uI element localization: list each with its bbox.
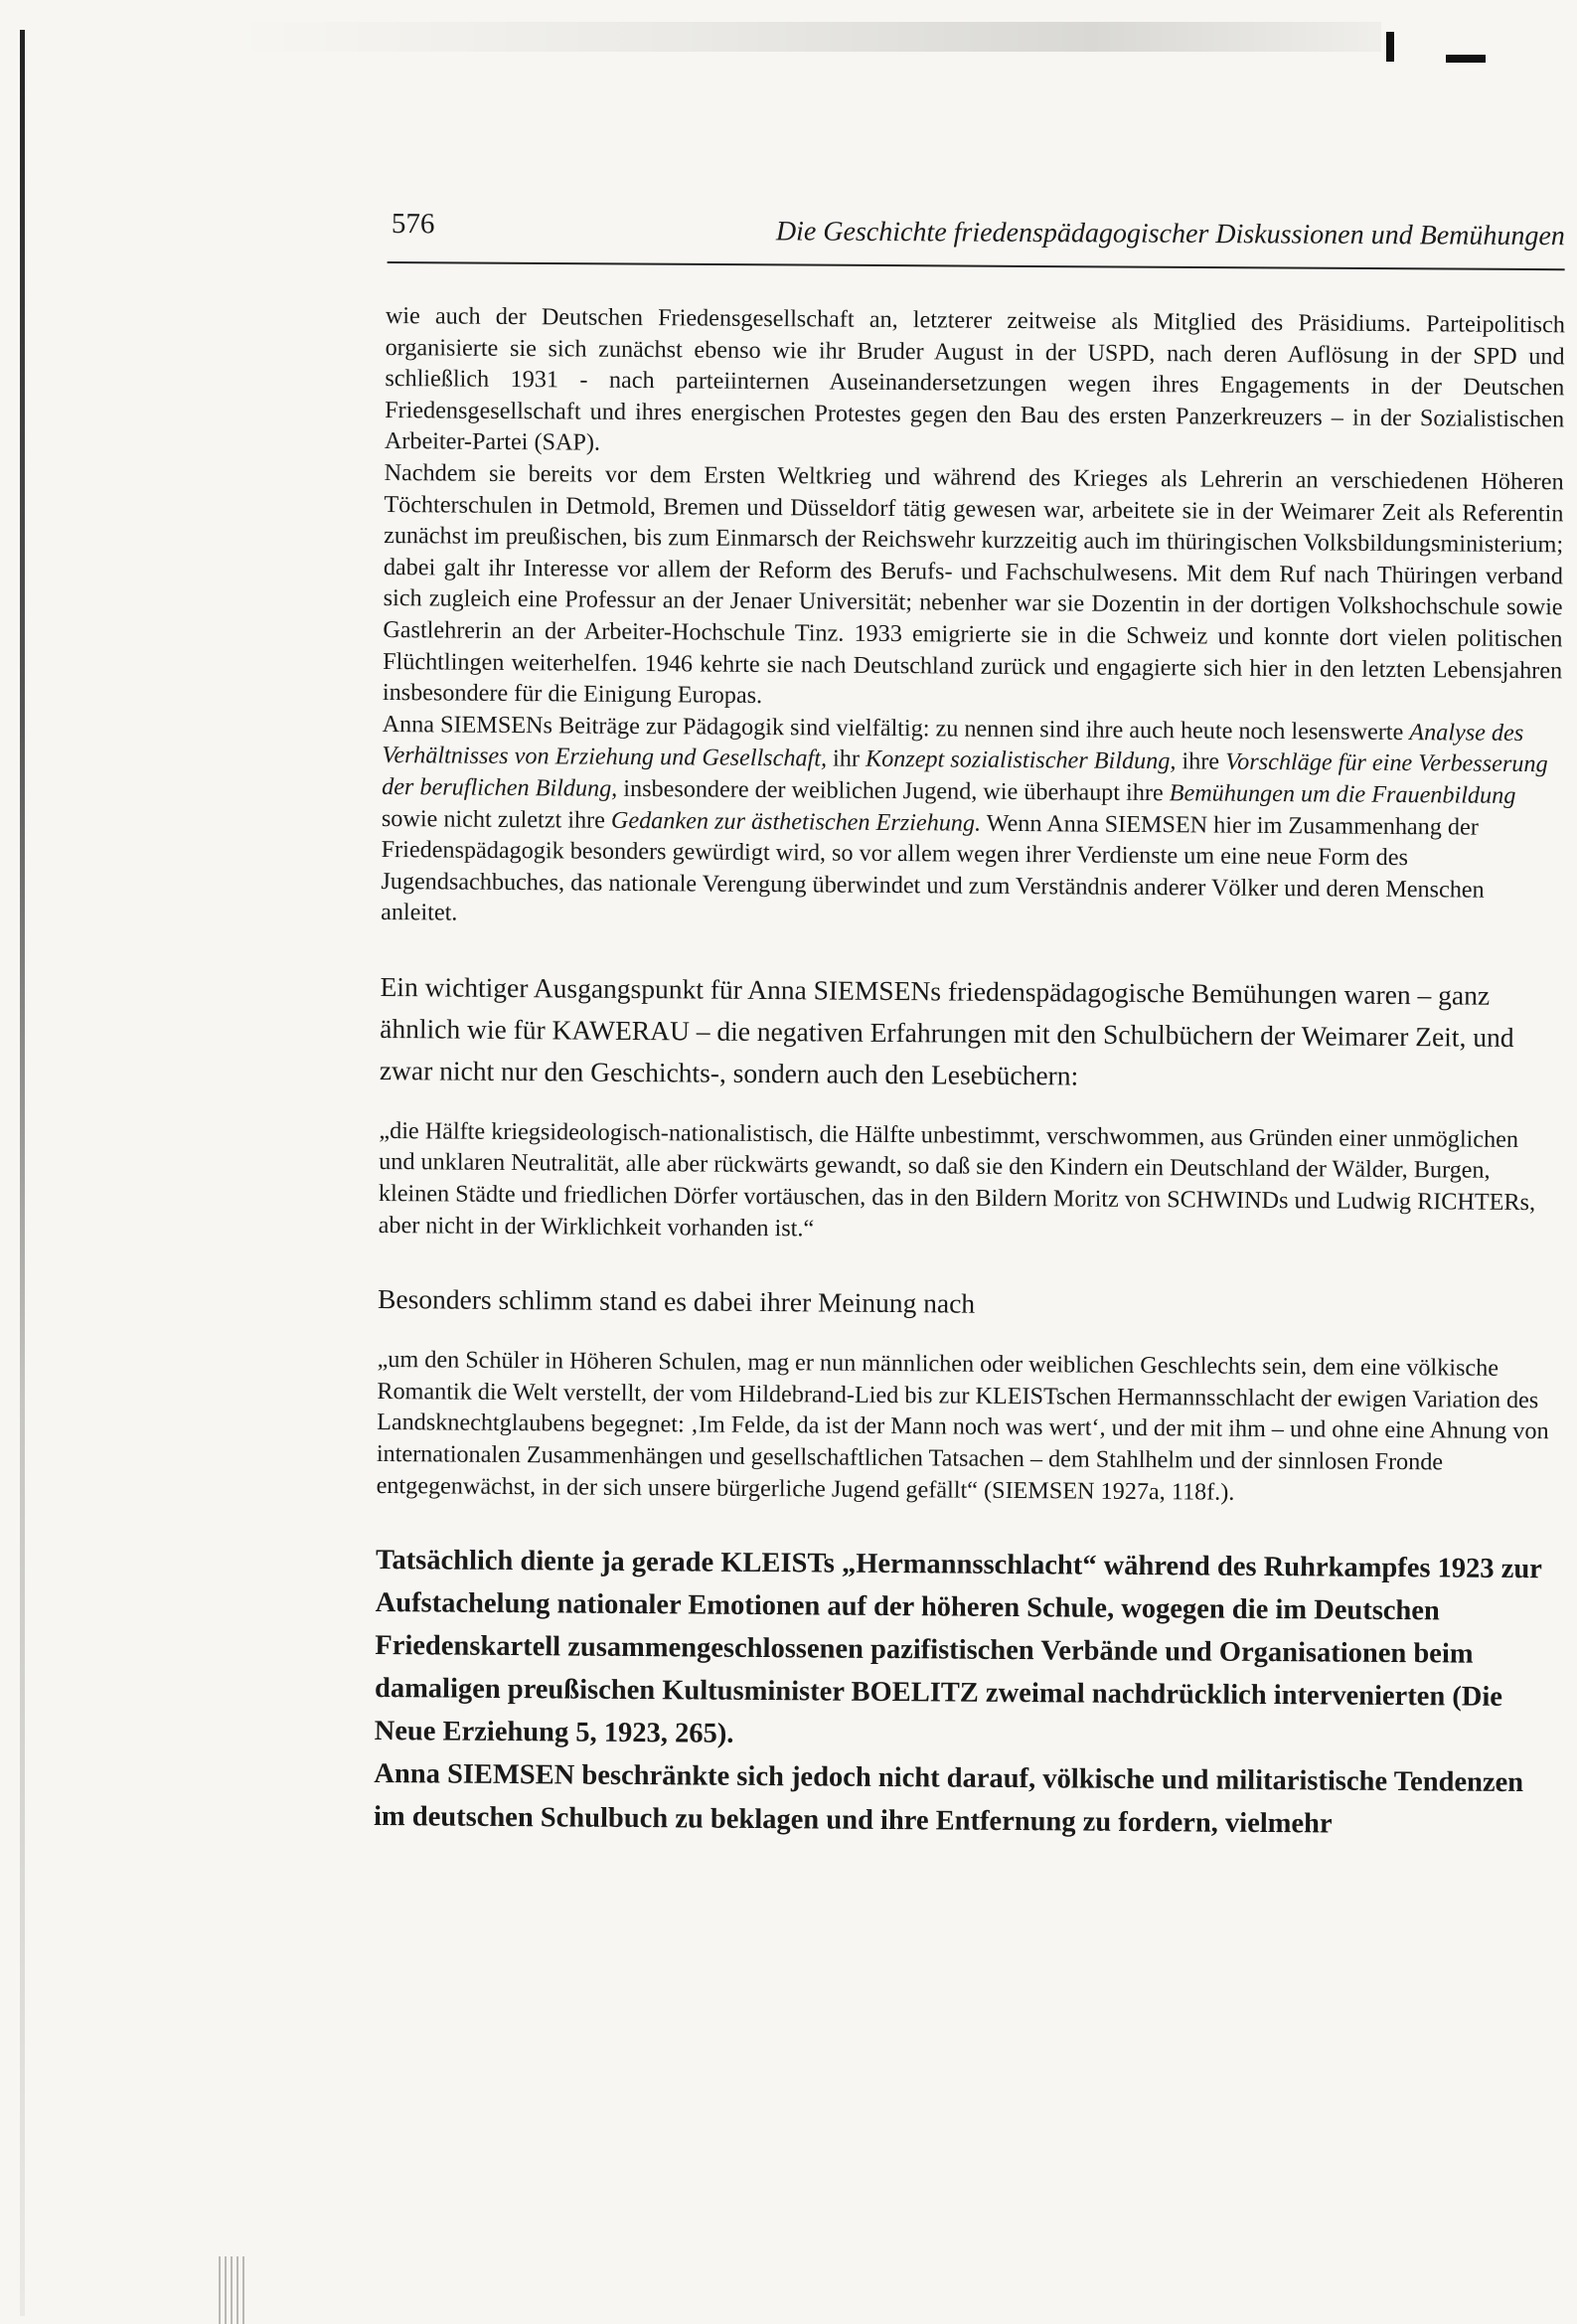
block-quote: „die Hälfte kriegsideologisch-nationalistisch, die Hälfte unbestimmt, verschwommen, aus Gründen einer unmöglichen und unklaren Neutralität, alle aber rückwärts gewandt, so daß sie den Kindern ein Deutschland der Wälder, Burgen, kleinen Städte und friedlichen Dörfer vortäuschen, das in den Bildern Moritz von SCHWINDs und Ludwig RICHTERs, aber nicht in der Wirklichkeit vorhanden ist.“ xyxy=(378,1116,1536,1243)
running-title: Die Geschichte friedenspädagogischer Diskussionen und Bemühungen xyxy=(775,216,1565,252)
text-run: Anna SIEMSENs Beiträge zur Pädagogik sind vielfältig: zu nennen sind ihre auch heute noch lesenswerte xyxy=(382,710,1410,746)
scan-mark xyxy=(1446,55,1486,63)
paragraph: Anna SIEMSEN beschränkte sich jedoch nicht darauf, völkische und militaristische Tendenzen im deutschen Schulbuch zu beklagen und ihre Entfernung zu fordern, vielmehr xyxy=(373,1758,1524,1840)
italic-text: Gedanken zur ästhetischen Erziehung. xyxy=(610,806,982,837)
paragraph: wie auch der Deutschen Friedensgesellschaft an, letzterer zeitweise als Mitglied des Präsidiums. Parteipolitisch organisierte sie sich zunächst ebenso wie ihr Bruder August in der USPD, nach deren Auflösung in der SPD und schließlich 1931 - nach parteiinternen Auseinandersetzungen wegen ihres Engagements in der Deutschen Friedensgesellschaft und ihres energischen Protestes gegen den Bau des ersten Panzerkreuzers – in der Sozialistischen Arbeiter-Partei (SAP). xyxy=(384,301,1565,457)
paragraph xyxy=(381,709,1562,937)
paragraph: Ein wichtiger Ausgangspunkt für Anna SIEMSENs friedenspädagogische Bemühungen waren – ganz ähnlich wie für KAWERAU – die negativen Erfahrungen mit den Schulbüchern der Weimarer Zeit, und zwar nicht nur den Geschichts-, sondern auch den Lesebüchern: xyxy=(379,970,1514,1091)
text-run: insbesondere der weiblichen Jugend, wie überhaupt ihre xyxy=(617,774,1170,807)
text-run: ihr xyxy=(826,745,867,773)
text-run: sowie nicht zuletzt ihre xyxy=(381,804,612,834)
page-header xyxy=(388,204,1565,270)
italic-text: Analyse des Verhältnisses von Erziehung und Gesellschaft, xyxy=(382,718,1524,772)
paragraph: Besonders schlimm stand es dabei ihrer Meinung nach xyxy=(377,1283,976,1319)
text-run: Wenn Anna SIEMSEN hier im Zusammenhang der Friedenspädagogik besonders gewürdigt wird, so vor allem wegen ihrer Verdienste um eine neue Form des Jugendsachbuches, das nationale Verengung überwindet und zum Verständnis anderer Völker und deren Menschen anleitet. xyxy=(381,809,1485,926)
italic-text: Konzept sozialistischer Bildung, xyxy=(865,746,1177,775)
block-quote: „um den Schüler in Höheren Schulen, mag er nun männlichen oder weiblichen Geschlechts sein, dem eine völkische Romantik die Welt verstellt, der vom Hildebrand-Lied bis zur KLEISTschen Hermannsschlacht der ewigen Variation des Landsknechtglaubens begegnet: ‚Im Felde, da ist der Mann noch was wert‘, und der mit ihm – und ohne eine Ahnung von internationalen Zusammenhängen und gesellschaftlichen Tatsachen – dem Stahlhelm und der sinnlosen Fronde entgegenwächst, in der sich unsere bürgerliche Jugend gefällt“ (SIEMSEN 1927a, 118f.). xyxy=(376,1346,1549,1506)
italic-text: Bemühungen um die Frauenbildung xyxy=(1169,779,1516,809)
page-body xyxy=(374,300,1565,1847)
page-number: 576 xyxy=(391,208,435,241)
text-run: ihre xyxy=(1176,747,1226,775)
scan-gutter-noise xyxy=(219,2256,248,2324)
scan-edge-shadow xyxy=(229,22,1381,52)
paragraph: Tatsächlich diente ja gerade KLEISTs „Hermannsschlacht“ während des Ruhrkampfes 1923 zur Aufstachelung nationaler Emotionen auf der höheren Schule, wogegen die im Deutschen Friedenskartell zusammengeschlossenen pazifistischen Verbände und Organisationen beim damaligen preußischen Kultusminister BOELITZ zweimal nachdrücklich intervenierten (Die Neue Erziehung 5, 1923, 265). xyxy=(374,1545,1542,1750)
italic-text: Vorschläge für eine Verbesserung der beruflichen Bildung, xyxy=(382,747,1548,802)
scan-mark xyxy=(1386,32,1394,62)
paragraph: Nachdem sie bereits vor dem Ersten Weltkrieg und während des Krieges als Lehrerin an verschiedenen Höheren Töchterschulen in Detmold, Bremen und Düsseldorf tätig gewesen war, arbeitete sie in der Weimarer Zeit als Referentin zunächst im preußischen, bis zum Einmarsch der Reichswehr kurzzeitig auch im thüringischen Volksbildungsministerium; dabei galt ihr Interesse vor allem der Reform des Berufs- und Fachschulwesens. Mit dem Ruf nach Thüringen verband sich zugleich eine Professur an der Jenaer Universität; nebenher war sie Dozentin in der dortigen Volkshochschule sowie Gastlehrerin an der Arbeiter-Hochschule Tinz. 1933 emigrierte sie in die Schweiz und konnte dort vielen politischen Flüchtlingen weiterhelfen. 1946 kehrte sie nach Deutschland zurück und engagierte sich hier in den letzten Lebensjahren insbesondere für die Einigung Europas. xyxy=(382,458,1564,710)
scan-binding-edge xyxy=(20,30,25,2316)
